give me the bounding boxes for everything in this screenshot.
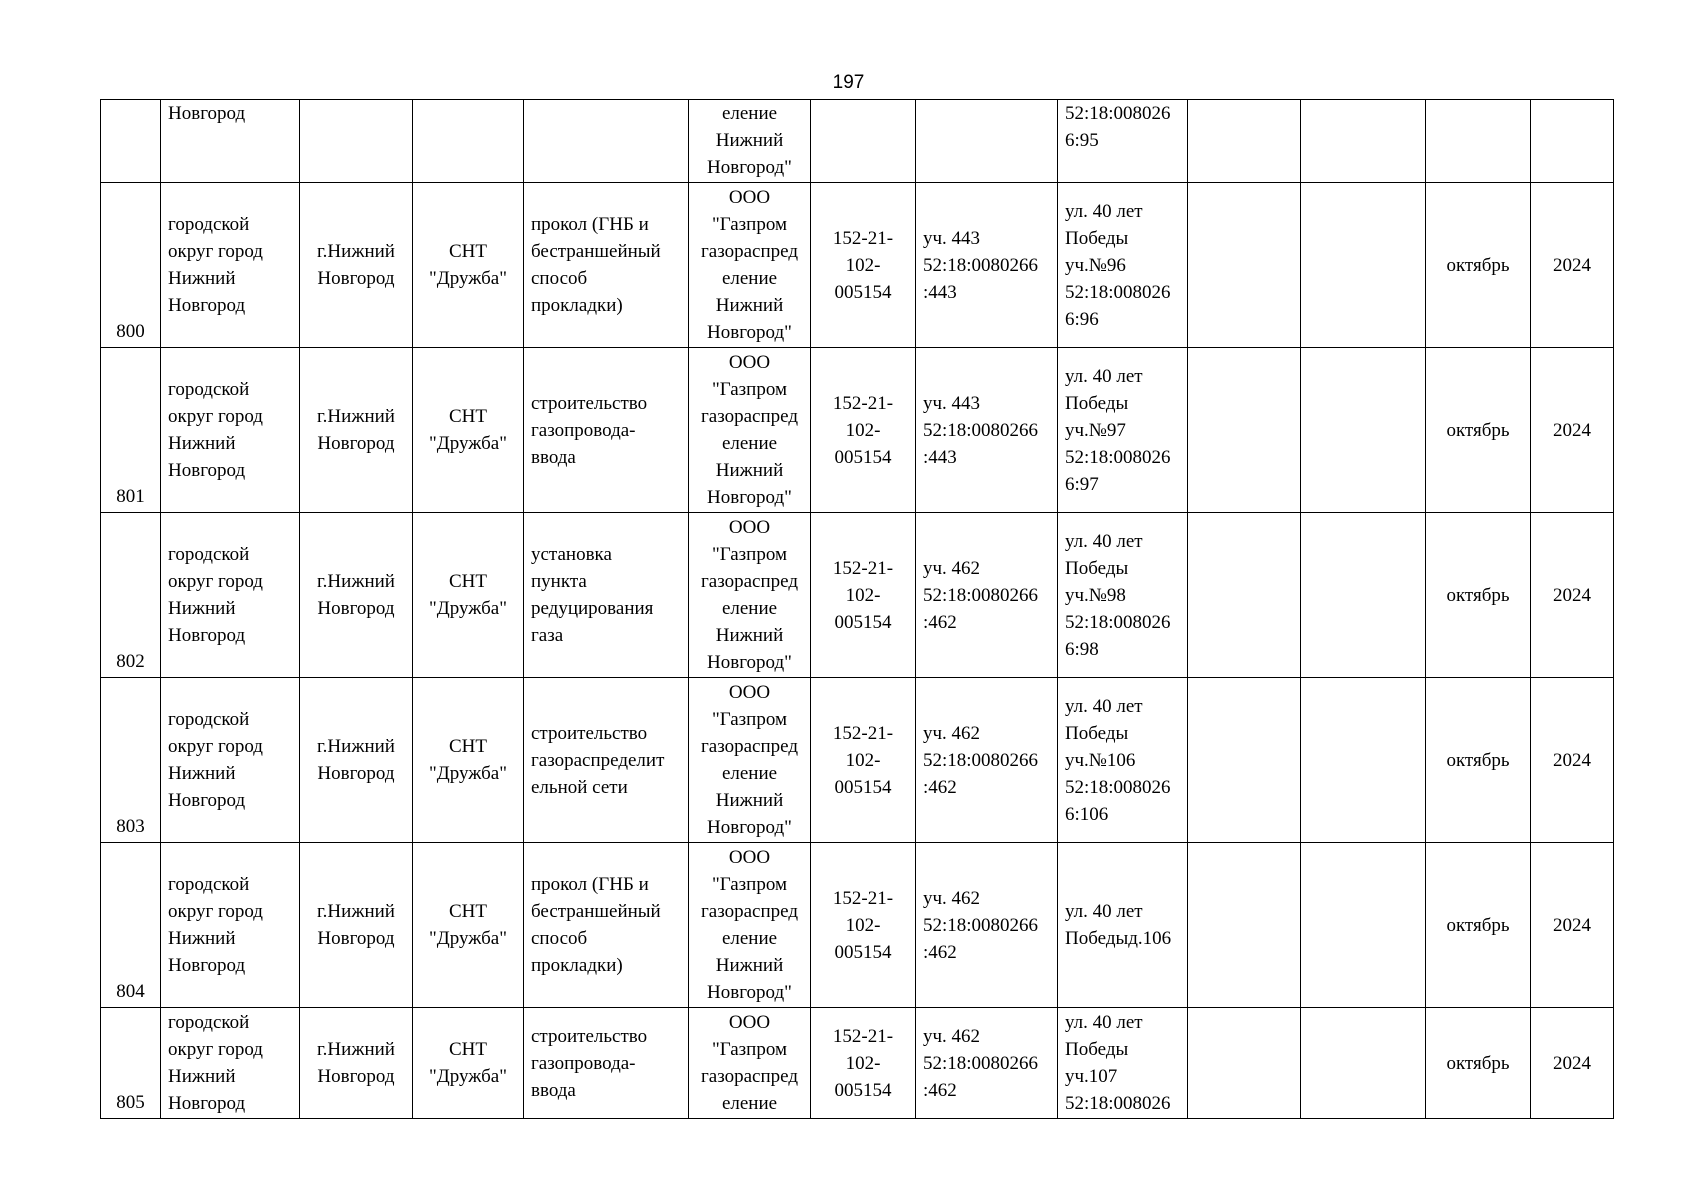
cell-locality [161,678,300,843]
cell-line: еление [721,598,778,619]
cell-line: Нижний [715,955,784,976]
cell-locality [161,348,300,513]
cell-line: газораспределит [531,749,665,771]
cell-address [1058,843,1188,1008]
cell-line: 6:97 [1065,473,1099,495]
cell-line: Новгород [317,1066,395,1087]
cell-line: округ город [168,241,263,262]
cell-snt [413,513,524,678]
cell-number: 803 [101,678,161,843]
cell-line: 005154 [834,1079,892,1101]
cell-line: 52:18:008026 [1065,103,1171,124]
cell-city [300,1008,413,1119]
cell-snt [413,100,524,183]
cell-locality [161,513,300,678]
cell-line: строительство [531,1025,648,1047]
cell-line: Нижний [715,130,784,151]
cell-work [524,513,689,678]
cell-line: 6:95 [1065,130,1099,151]
cell-line: "Газпром [711,709,788,730]
cell-line: газораспред [700,1066,798,1087]
cell-line: СНТ [449,241,487,262]
cell-city [300,843,413,1008]
cell-work [524,843,689,1008]
cell-code [811,678,916,843]
cell-line: еление [721,103,778,124]
cell-snt [413,1008,524,1119]
cell-line: г.Нижний [317,571,395,592]
cell-owner [689,678,811,843]
cell-line: Новгород [317,763,395,784]
cell-city [300,183,413,348]
cell-line: Нижний [168,433,236,454]
cell-line: СНТ [449,901,487,922]
cell-city [300,678,413,843]
cell-line: Нижний [715,295,784,316]
cell-line: пункта [531,571,587,592]
cell-empty [1188,348,1301,513]
cell-line: округ город [168,1039,263,1060]
cell-line: Победы [1065,1039,1129,1060]
cell-line: редуцирования [531,598,654,619]
cell-owner [689,513,811,678]
cell-line: "Газпром [711,544,788,565]
cell-line: Победы [1065,392,1129,414]
cell-empty [1188,1008,1301,1119]
cell-plot [916,843,1058,1008]
table-row [101,348,1614,513]
cell-address [1058,1008,1188,1119]
cell-line: способ [531,268,588,289]
cell-code [811,183,916,348]
cell-line: г.Нижний [317,736,395,757]
cell-snt [413,348,524,513]
cell-line: "Дружба" [429,1066,507,1087]
cell-work [524,678,689,843]
cell-month: октябрь [1426,183,1531,348]
cell-line: "Дружба" [429,433,507,454]
cell-city [300,348,413,513]
cell-line: ул. 40 лет [1065,901,1143,922]
cell-line: 52:18:008026 [1065,446,1171,468]
cell-line: прокол (ГНБ и [531,214,649,235]
cell-owner [689,100,811,183]
cell-line: способ [531,928,588,949]
cell-number: 800 [101,183,161,348]
cell-month: октябрь [1426,678,1531,843]
cell-line: "Газпром [711,1039,788,1060]
cell-line: :443 [923,281,957,303]
cell-line: Нижний [715,460,784,481]
cell-line: городской [168,544,250,565]
cell-line: 152-21- [832,227,894,249]
cell-locality [161,843,300,1008]
cell-line: газопровода- [531,1052,636,1074]
cell-line: Нижний [168,598,236,619]
cell-address [1058,678,1188,843]
cell-empty [1301,348,1426,513]
cell-year: 2024 [1531,513,1614,678]
cell-line: Новгород [168,103,246,124]
cell-line: 52:18:0080266 [923,254,1039,276]
cell-address [1058,348,1188,513]
table-row-continued [101,100,1614,183]
cell-year: 2024 [1531,843,1614,1008]
cell-address [1058,513,1188,678]
cell-line: Новгород [317,433,395,454]
cell-line: :443 [923,446,957,468]
cell-line: Новгород" [707,487,792,508]
cell-line: Победыд.106 [1065,928,1172,949]
cell-work [524,348,689,513]
cell-plot [916,183,1058,348]
cell-number: 805 [101,1008,161,1119]
cell-line: ООО [728,352,771,373]
cell-line: 005154 [834,281,892,303]
cell-line: городской [168,379,250,400]
cell-line: бестраншейный [531,901,661,922]
cell-line: "Газпром [711,874,788,895]
cell-line: Новгород" [707,652,792,673]
cell-year: 2024 [1531,183,1614,348]
cell-line: установка [531,544,612,565]
cell-city [300,513,413,678]
cell-locality [161,100,300,183]
cell-line: городской [168,709,250,730]
cell-line: 6:96 [1065,308,1099,330]
cell-line: Новгород" [707,157,792,178]
cell-line: 52:18:0080266 [923,584,1039,606]
cell-line: округ город [168,571,263,592]
cell-line: :462 [923,1079,957,1101]
cell-line: 152-21- [832,557,894,579]
cell-month: октябрь [1426,1008,1531,1119]
cell-line: еление [721,1093,778,1114]
cell-line: СНТ [449,1039,487,1060]
cell-line: округ город [168,406,263,427]
cell-line: г.Нижний [317,901,395,922]
cell-snt [413,183,524,348]
cell-code [811,1008,916,1119]
cell-line: :462 [923,611,957,633]
cell-line: "Газпром [711,214,788,235]
cell-line: 152-21- [832,722,894,744]
cell-empty [1301,183,1426,348]
work-schedule-table [100,99,1614,1119]
cell-line: 102- [845,749,881,771]
cell-line: Нижний [168,763,236,784]
cell-year: 2024 [1531,348,1614,513]
cell-line: уч. 443 [923,392,981,414]
cell-line: газораспред [700,736,798,757]
cell-line: Победы [1065,557,1129,579]
cell-line: 52:18:0080266 [923,749,1039,771]
cell-line: Нижний [168,268,236,289]
cell-line: ООО [728,517,771,538]
cell-line: ООО [728,682,771,703]
cell-empty [1188,183,1301,348]
cell-number [101,100,161,183]
cell-locality [161,1008,300,1119]
cell-line: еление [721,268,778,289]
cell-owner [689,843,811,1008]
cell-line: СНТ [449,736,487,757]
cell-line: Нижний [168,1066,236,1087]
cell-address [1058,183,1188,348]
cell-line: 152-21- [832,1025,894,1047]
cell-code [811,513,916,678]
cell-line: Победы [1065,227,1129,249]
cell-number: 804 [101,843,161,1008]
cell-empty [1301,513,1426,678]
cell-line: Победы [1065,722,1129,744]
cell-year: 2024 [1531,678,1614,843]
cell-line: 102- [845,1052,881,1074]
cell-snt [413,843,524,1008]
cell-line: газораспред [700,406,798,427]
cell-owner [689,1008,811,1119]
cell-line: Нижний [715,625,784,646]
cell-line: городской [168,214,250,235]
cell-line: Новгород [317,268,395,289]
cell-empty [1301,100,1426,183]
cell-line: городской [168,1012,250,1033]
cell-line: 6:106 [1065,803,1109,825]
cell-year: 2024 [1531,1008,1614,1119]
cell-line: Новгород" [707,322,792,343]
cell-number: 802 [101,513,161,678]
cell-line: еление [721,763,778,784]
cell-line: газораспред [700,571,798,592]
cell-line: уч.107 [1065,1066,1118,1087]
cell-line: Новгород [168,625,246,646]
cell-line: Новгород [168,1093,246,1114]
cell-line: прокладки) [531,295,623,316]
cell-owner [689,348,811,513]
cell-line: 52:18:0080266 [923,1052,1039,1074]
cell-line: 102- [845,419,881,441]
cell-line: "Дружба" [429,268,507,289]
cell-line: Нижний [715,790,784,811]
cell-line: СНТ [449,571,487,592]
cell-line: Новгород [168,460,246,481]
cell-line: уч. 462 [923,557,981,579]
cell-plot [916,513,1058,678]
cell-line: "Газпром [711,379,788,400]
cell-line: прокладки) [531,955,623,976]
cell-line: округ город [168,901,263,922]
cell-plot [916,1008,1058,1119]
cell-month: октябрь [1426,843,1531,1008]
cell-line: г.Нижний [317,241,395,262]
cell-line: округ город [168,736,263,757]
cell-empty [1301,1008,1426,1119]
cell-line: "Дружба" [429,763,507,784]
cell-line: Новгород [317,928,395,949]
cell-line: ООО [728,1012,771,1033]
cell-line: прокол (ГНБ и [531,874,649,895]
cell-line: 102- [845,254,881,276]
cell-line: 52:18:008026 [1065,1093,1171,1114]
cell-month: октябрь [1426,513,1531,678]
table-row [101,1008,1614,1119]
table-row [101,513,1614,678]
cell-line: 52:18:0080266 [923,914,1039,936]
cell-line: г.Нижний [317,1039,395,1060]
cell-line: еление [721,433,778,454]
cell-line: бестраншейный [531,241,661,262]
cell-line: ул. 40 лет [1065,530,1143,552]
cell-line: 005154 [834,776,892,798]
cell-line: уч. 443 [923,227,981,249]
cell-city [300,100,413,183]
cell-line: Новгород [168,955,246,976]
cell-work [524,100,689,183]
cell-line: 52:18:008026 [1065,776,1171,798]
cell-line: ул. 40 лет [1065,695,1143,717]
cell-work [524,1008,689,1119]
cell-line: ООО [728,187,771,208]
cell-line: Новгород [168,295,246,316]
cell-line: Новгород [168,790,246,811]
cell-line: 52:18:008026 [1065,281,1171,303]
table-row [101,183,1614,348]
cell-line: ввода [531,446,576,468]
cell-line: уч.№106 [1065,749,1136,771]
cell-empty [1188,513,1301,678]
cell-line: 102- [845,914,881,936]
cell-line: 152-21- [832,392,894,414]
cell-line: 005154 [834,941,892,963]
cell-line: уч.№96 [1065,254,1126,276]
cell-owner [689,183,811,348]
cell-line: ООО [728,847,771,868]
cell-line: ул. 40 лет [1065,200,1143,222]
cell-line: газораспред [700,901,798,922]
cell-line: ельной сети [531,776,628,798]
cell-line: 005154 [834,446,892,468]
cell-line: ул. 40 лет [1065,1012,1143,1033]
cell-month: октябрь [1426,348,1531,513]
table-row [101,843,1614,1008]
cell-plot [916,678,1058,843]
cell-line: строительство [531,392,648,414]
cell-plot [916,348,1058,513]
cell-line: 102- [845,584,881,606]
cell-empty [1301,843,1426,1008]
cell-line: СНТ [449,406,487,427]
cell-line: газораспред [700,241,798,262]
cell-month [1426,100,1531,183]
cell-empty [1188,100,1301,183]
cell-line: :462 [923,941,957,963]
cell-empty [1301,678,1426,843]
cell-line: газопровода- [531,419,636,441]
cell-line: Новгород [317,598,395,619]
cell-number: 801 [101,348,161,513]
cell-line: городской [168,874,250,895]
cell-line: 52:18:008026 [1065,611,1171,633]
cell-empty [1188,678,1301,843]
cell-line: уч. 462 [923,887,981,909]
cell-year [1531,100,1614,183]
cell-line: 52:18:0080266 [923,419,1039,441]
cell-code [811,843,916,1008]
cell-line: Новгород" [707,982,792,1003]
cell-empty [1188,843,1301,1008]
cell-locality [161,183,300,348]
cell-line: "Дружба" [429,598,507,619]
cell-line: еление [721,928,778,949]
cell-code [811,100,916,183]
cell-line: :462 [923,776,957,798]
cell-line: газа [531,625,564,646]
cell-line: 152-21- [832,887,894,909]
cell-line: ул. 40 лет [1065,365,1143,387]
table-row [101,678,1614,843]
cell-line: 6:98 [1065,638,1099,660]
cell-line: ввода [531,1079,576,1101]
cell-work [524,183,689,348]
cell-line: уч. 462 [923,722,981,744]
cell-line: 005154 [834,611,892,633]
cell-snt [413,678,524,843]
cell-plot [916,100,1058,183]
cell-line: уч. 462 [923,1025,981,1047]
cell-line: уч.№98 [1065,584,1126,606]
cell-line: г.Нижний [317,406,395,427]
cell-line: Нижний [168,928,236,949]
cell-address [1058,100,1188,183]
cell-line: Новгород" [707,817,792,838]
page-number: 197 [832,72,865,93]
cell-line: "Дружба" [429,928,507,949]
cell-line: уч.№97 [1065,419,1126,441]
cell-line: строительство [531,722,648,744]
cell-code [811,348,916,513]
